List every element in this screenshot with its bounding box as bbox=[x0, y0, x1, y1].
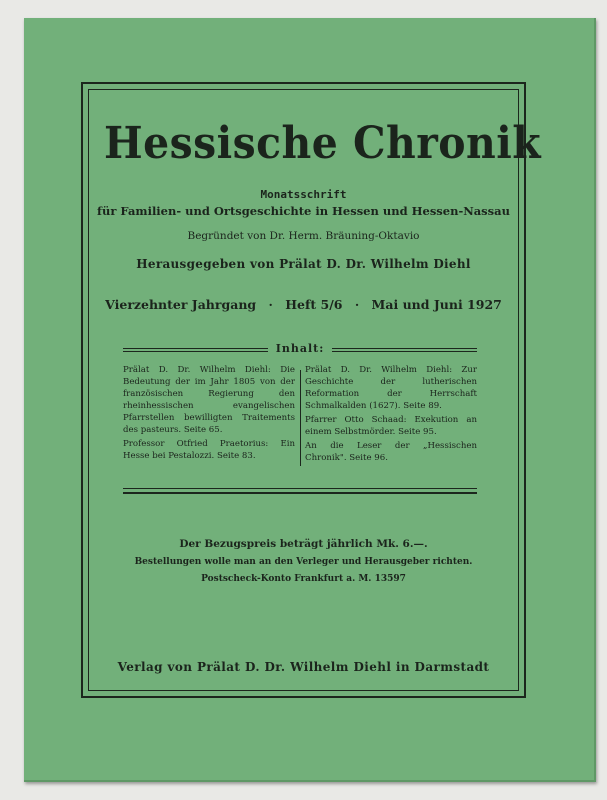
postcheck-account: Postscheck-Konto Frankfurt a. M. 13597 bbox=[201, 574, 406, 584]
border-frame bbox=[81, 82, 542, 698]
order-instructions: Bestellungen wolle man an den Verleger und Herausgeber richten. bbox=[134, 557, 473, 567]
issue-separator: · bbox=[354, 297, 360, 312]
editor-line: Herausgegeben von Prälat D. Dr. Wilhelm Diehl bbox=[136, 257, 471, 271]
contents-header bbox=[123, 344, 477, 356]
contents-entry: Prälat D. Dr. Wilhelm Diehl: Zur Geschichte der lutherischen Reformation der Herrschaft Schmalkalden (1627). Seite 89. bbox=[305, 365, 477, 411]
contents-right-column bbox=[305, 364, 477, 466]
contents-left-column bbox=[123, 364, 295, 464]
column-divider bbox=[300, 370, 301, 466]
issue-volume: Vierzehnter Jahrgang bbox=[105, 297, 257, 312]
divider bbox=[332, 348, 477, 352]
founded-by: Begründet von Dr. Herm. Bräuning-Oktavio bbox=[187, 230, 420, 242]
journal-cover bbox=[24, 18, 596, 782]
journal-title: Hessische Chronik bbox=[104, 118, 542, 169]
contents-entry: Pfarrer Otto Schaad: Exekution an einem Selbstmörder. Seite 95. bbox=[305, 415, 477, 437]
table-of-contents bbox=[123, 364, 477, 479]
issue-info bbox=[89, 297, 518, 312]
issue-separator: · bbox=[268, 297, 273, 312]
contents-entry: Professor Otfried Praetorius: Ein Hesse bei Pestalozzi. Seite 83. bbox=[123, 439, 295, 461]
contents-heading: Inhalt: bbox=[275, 342, 325, 355]
contents-entry: An die Leser der „Hessischen Chronik". Seite 96. bbox=[305, 441, 477, 463]
contents-entry: Prälat D. Dr. Wilhelm Diehl: Die Bedeutung der im Jahr 1805 von der französischen Regierung den rheinhessischen evangelischen Pfarrstellen bewilligten Traitements des pasteurs. Seite 65. bbox=[123, 365, 295, 435]
divider bbox=[123, 488, 477, 494]
subtitle-scope: für Familien- und Ortsgeschichte in Hessen und Hessen-Nassau bbox=[97, 204, 510, 218]
issue-date: Mai und Juni 1927 bbox=[371, 297, 502, 312]
inner-frame bbox=[88, 89, 542, 691]
issue-number: Heft 5/6 bbox=[285, 297, 343, 312]
subscription-price: Der Bezugspreis beträgt jährlich Mk. 6.—. bbox=[179, 538, 428, 550]
subtitle-monthly: Monatsschrift bbox=[260, 188, 347, 201]
publisher-line: Verlag von Prälat D. Dr. Wilhelm Diehl in Darmstadt bbox=[117, 660, 490, 674]
